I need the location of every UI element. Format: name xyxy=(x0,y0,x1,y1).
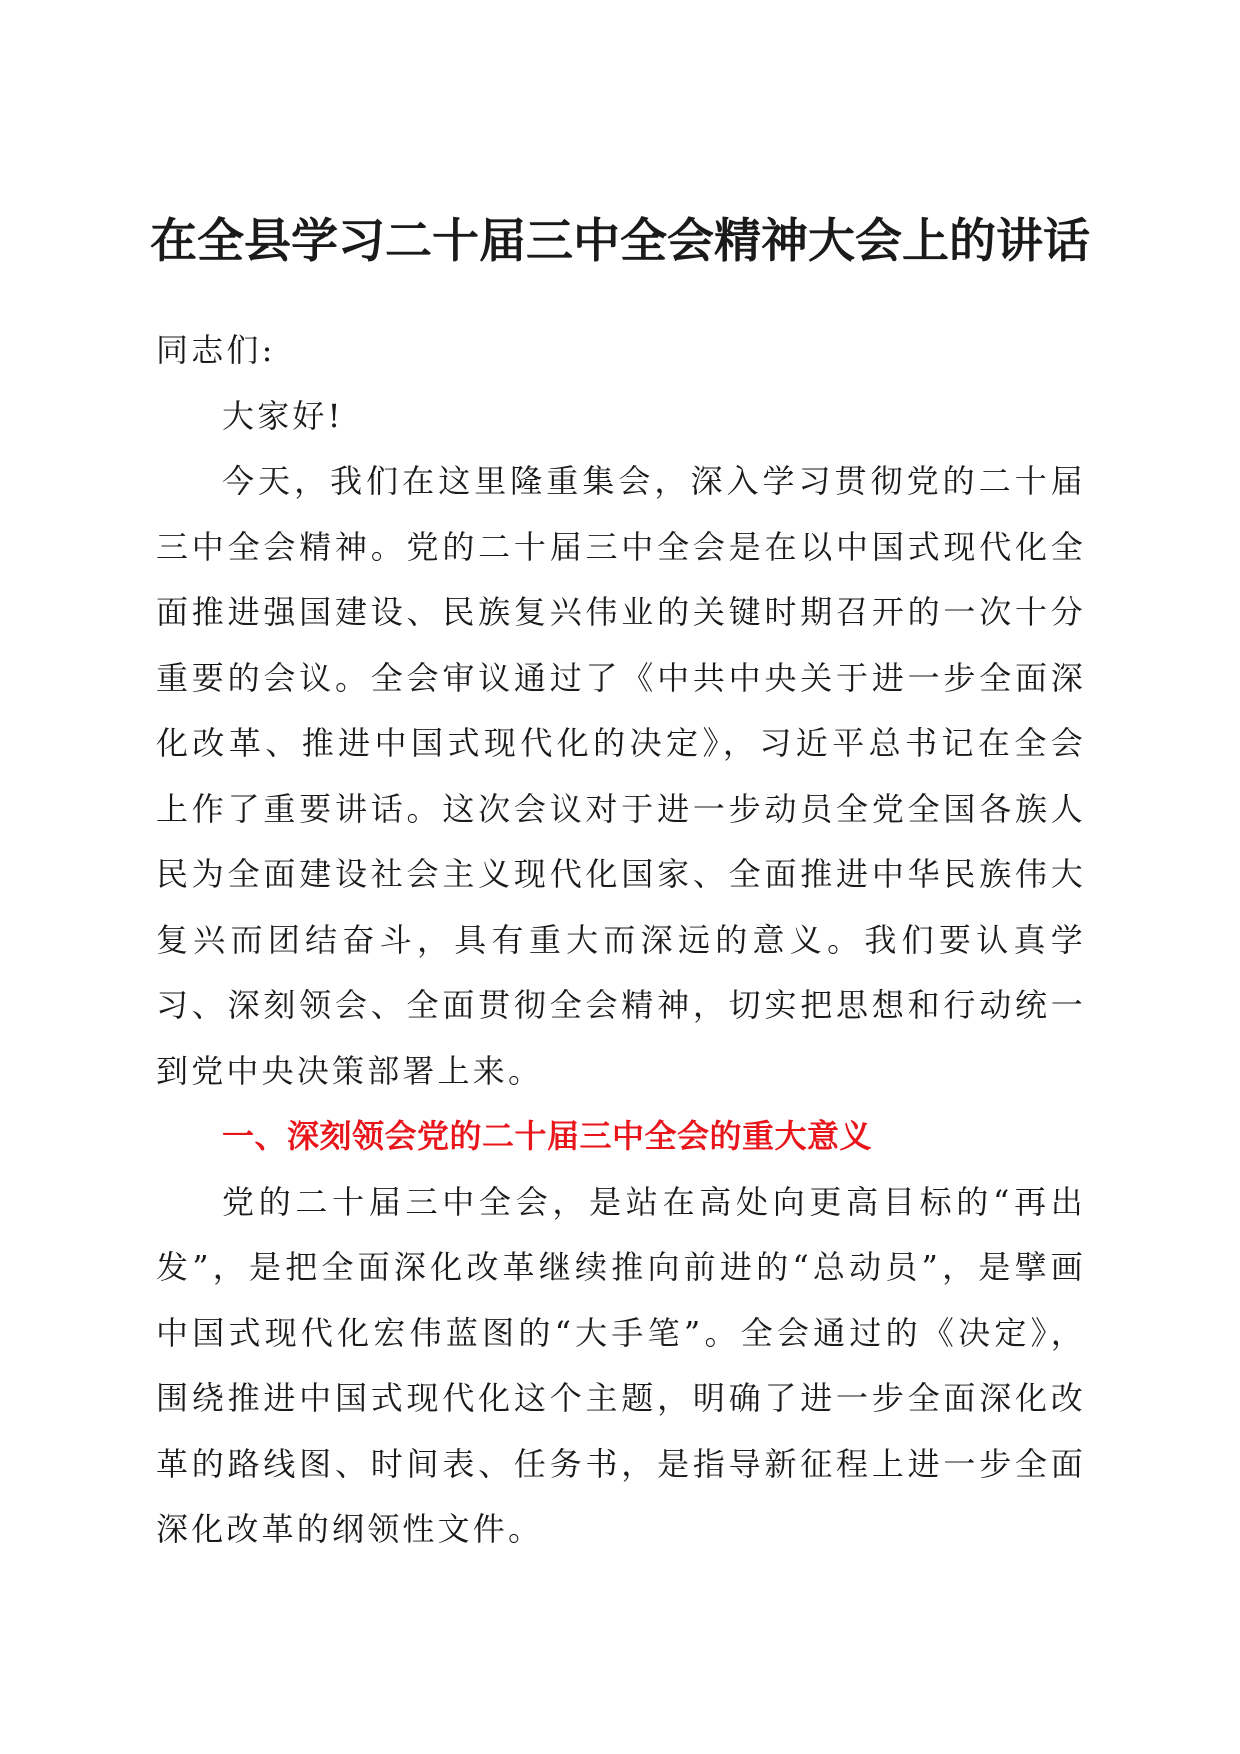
salutation: 同志们: xyxy=(156,331,276,369)
document-title: 在全县学习二十届三中全会精神大会上的讲话 xyxy=(150,214,1090,269)
document-body xyxy=(156,318,1086,1563)
intro-paragraph: 今天，我们在这里隆重集会，深入学习贯彻党的二十届三中全会精神。党的二十届三中全会是在以中国式现代化全面推进强国建设、民族复兴伟业的关键时期召开的一次十分重要的会议。全会审议通过了《中共中央关于进一步全面深化改革、推进中国式现代化的决定》，习近平总书记在全会上作了重要讲话。这次会议对于进一步动员全党全国各族人民为全面建设社会主义现代化国家、全面推进中华民族伟大复兴而团结奋斗，具有重大而深远的意义。我们要认真学习、深刻领会、全面贯彻全会精神，切实把思想和行动统一到党中央决策部署上来。 xyxy=(156,462,1086,1090)
section-heading-1: 一、深刻领会党的二十届三中全会的重大意义 xyxy=(222,1117,873,1155)
section-1-paragraph: 党的二十届三中全会，是站在高处向更高目标的“再出发”，是把全面深化改革继续推向前进的“总动员”，是擘画中国式现代化宏伟蓝图的“大手笔”。全会通过的《决定》，围绕推进中国式现代化这个主题，明确了进一步全面深化改革的路线图、时间表、任务书，是指导新征程上进一步全面深化改革的纲领性文件。 xyxy=(156,1182,1086,1548)
greeting-line: 大家好! xyxy=(222,396,344,435)
